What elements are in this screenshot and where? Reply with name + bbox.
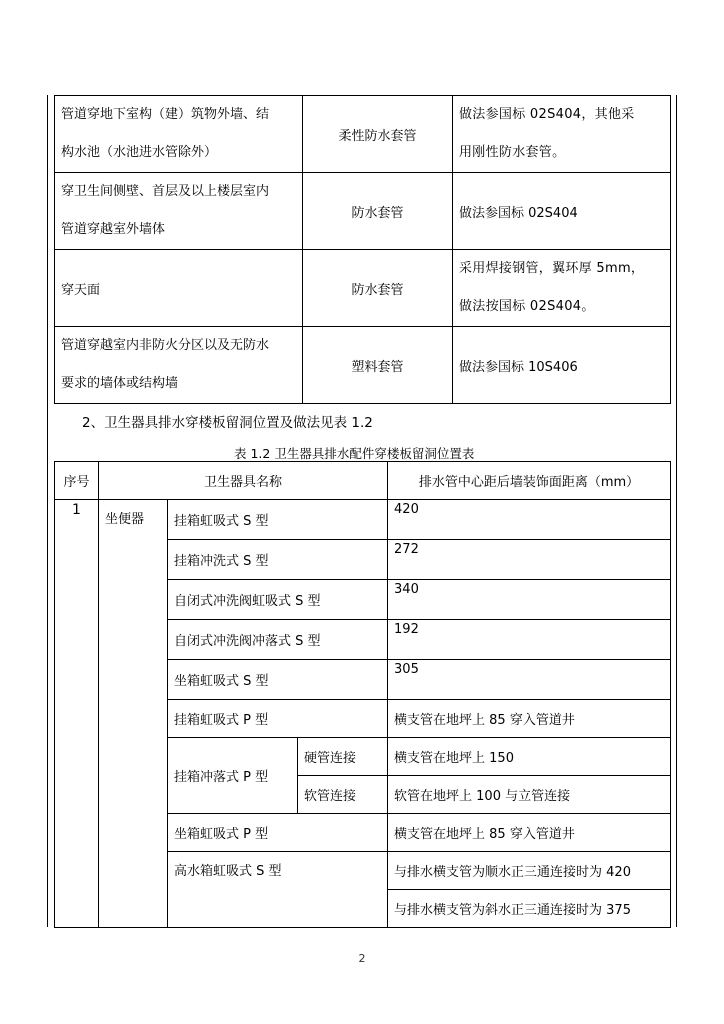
distance-value: 340: [388, 580, 671, 620]
section-paragraph: 2、卫生器具排水穿楼板留洞位置及做法见表 1.2: [82, 415, 373, 431]
category-cell: 坐便器: [99, 500, 168, 928]
connection-type: 软管连接: [298, 776, 388, 814]
fixture-type: 自闭式冲洗阀冲落式 S 型: [168, 620, 388, 660]
table-row: [55, 250, 671, 327]
location-cell: [55, 96, 303, 173]
header-name: 卫生器具名称: [99, 462, 388, 500]
distance-value: 305: [388, 660, 671, 700]
distance-value: 软管在地坪上 100 与立管连接: [388, 776, 671, 814]
location-cell: 穿天面: [55, 250, 303, 327]
table-header-row: [55, 462, 671, 500]
page-border-right: [676, 95, 677, 927]
table-row: [55, 327, 671, 404]
table-row: [55, 500, 671, 540]
distance-value: 420: [388, 500, 671, 540]
connection-type: 硬管连接: [298, 738, 388, 776]
table-row: [55, 173, 671, 250]
fixture-table: [54, 461, 671, 928]
method-line: 做法参国标 02S404，其他采: [459, 107, 635, 122]
header-seq: 序号: [55, 462, 99, 500]
fixture-type: 挂箱冲落式 P 型: [168, 738, 298, 814]
method-line: 做法按国标 02S404。: [459, 299, 595, 314]
method-cell: [453, 250, 671, 327]
fixture-type: 坐箱虹吸式 S 型: [168, 660, 388, 700]
location-line: 要求的墙体或结构墙: [61, 376, 179, 391]
location-line: 管道穿越室外墙体: [61, 222, 166, 237]
location-line: 穿卫生间侧壁、首层及以上楼层室内: [61, 184, 270, 199]
method-cell: 做法参国标 02S404: [453, 173, 671, 250]
fixture-type: 挂箱虹吸式 P 型: [168, 700, 388, 738]
location-line: 管道穿越室内非防火分区以及无防水: [61, 338, 270, 353]
method-line: 用刚性防水套管。: [459, 145, 566, 160]
fixture-type: 高水箱虹吸式 S 型: [168, 852, 388, 928]
seq-cell: 1: [55, 500, 99, 928]
distance-value: 与排水横支管为顺水正三通连接时为 420: [388, 852, 671, 890]
page-border-left: [47, 95, 48, 927]
location-line: 构水池（水池进水管除外）: [61, 145, 218, 160]
location-cell: [55, 327, 303, 404]
page-number: 2: [358, 952, 366, 965]
header-distance: 排水管中心距后墙装饰面距离（mm）: [388, 462, 671, 500]
method-cell: 做法参国标 10S406: [453, 327, 671, 404]
table-row: [55, 96, 671, 173]
location-cell: [55, 173, 303, 250]
sleeve-cell: 防水套管: [303, 250, 453, 327]
sleeve-cell: 柔性防水套管: [303, 96, 453, 173]
distance-value: 横支管在地坪上 150: [388, 738, 671, 776]
penetration-table: [54, 95, 671, 404]
table-caption: 表 1.2 卫生器具排水配件穿楼板留洞位置表: [234, 446, 475, 461]
fixture-type: 挂箱冲洗式 S 型: [168, 540, 388, 580]
fixture-type: 坐箱虹吸式 P 型: [168, 814, 388, 852]
distance-value: 192: [388, 620, 671, 660]
sleeve-cell: 塑料套管: [303, 327, 453, 404]
sleeve-cell: 防水套管: [303, 173, 453, 250]
fixture-type: 挂箱虹吸式 S 型: [168, 500, 388, 540]
method-line: 采用焊接钢管，翼环厚 5mm，: [459, 261, 645, 276]
distance-value: 272: [388, 540, 671, 580]
distance-value: 与排水横支管为斜水正三通连接时为 375: [388, 890, 671, 928]
fixture-type: 自闭式冲洗阀虹吸式 S 型: [168, 580, 388, 620]
location-line: 管道穿地下室构（建）筑物外墙、结: [61, 107, 270, 122]
method-cell: [453, 96, 671, 173]
distance-value: 横支管在地坪上 85 穿入管道井: [388, 814, 671, 852]
distance-value: 横支管在地坪上 85 穿入管道井: [388, 700, 671, 738]
